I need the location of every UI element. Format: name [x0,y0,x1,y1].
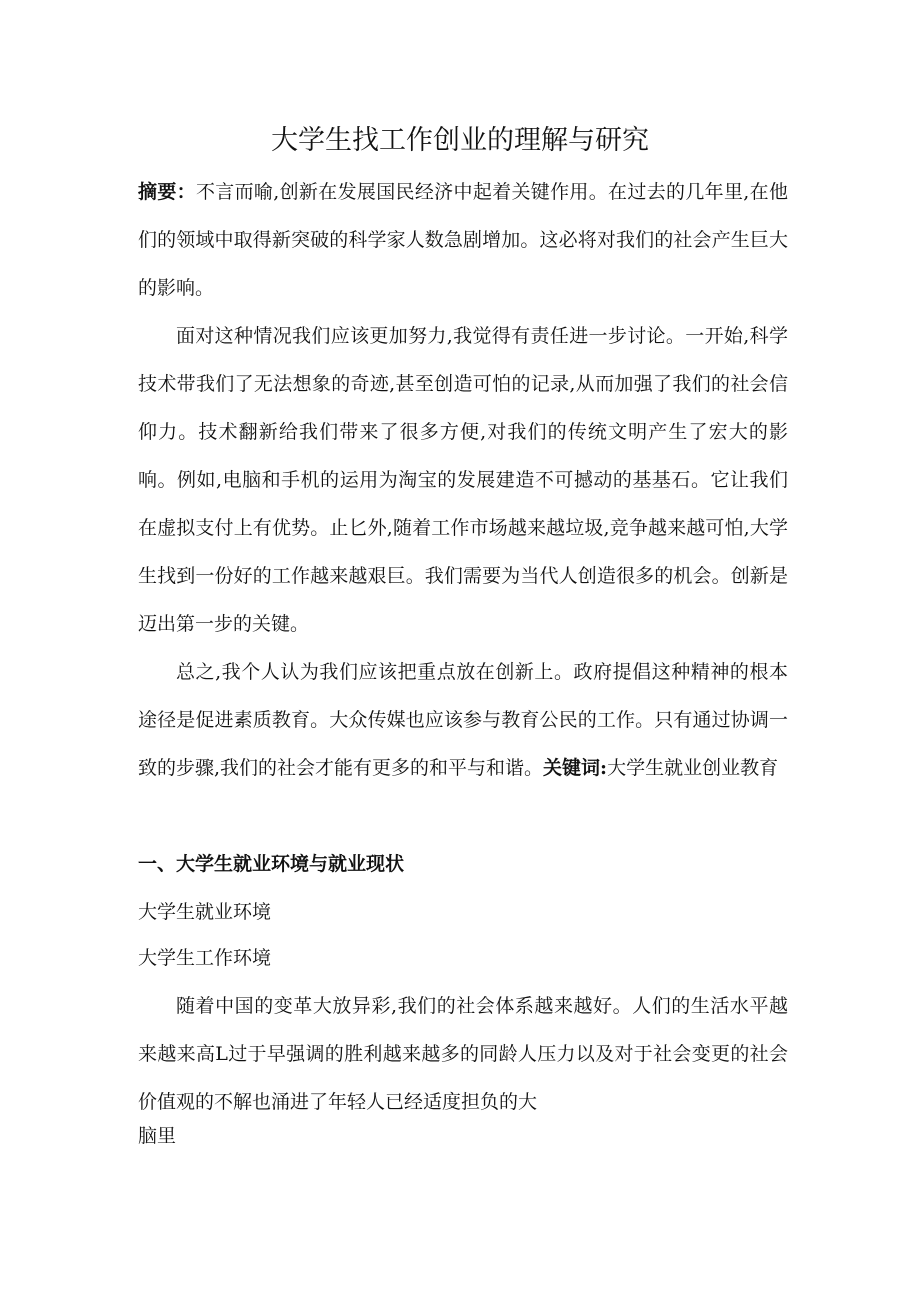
section-heading: 一、大学生就业环境与就业现状 [138,853,405,875]
body-paragraph-1: 面对这种情况我们应该更加努力,我觉得有责任进一步讨论。一开始,科学技术带我们了无法想象的奇迹,甚至创造可怕的记录,从而加强了我们的社会信仰力。技术翻新给我们带来了很多方便,对我们的传统文明产生了宏大的影响。例如,电脑和手机的运用为淘宝的发展建造不可撼动的基基石。它让我们在虚拟支付上有优势。止匕外,随着工作市场越来越垃圾,竞争越来越可怕,大学生找到一份好的工作越来越艰巨。我们需要为当代人创造很多的机会。创新是迈出第一步的关键。 [138,325,788,635]
body-paragraph-3: 随着中国的变革大放异彩,我们的社会体系越来越好。人们的生活水平越来越来高L过于早强调的胜利越来越多的同龄人压力以及对于社会变更的社会价值观的不解也涌进了年轻人已经适度担负的大 [138,995,788,1113]
paragraph-2-text: 总之,我个人认为我们应该把重点放在创新上。政府提倡这种精神的根本途径是促进素质教育。大众传媒也应该参与教育公民的工作。只有通过协调一致的步骤,我们的社会才能有更多的和平与和谐。 [138,661,788,779]
document-title: 大学生找工作创业的理解与研究 [271,125,649,156]
body-paragraph-2 [138,648,788,792]
abstract-text: 不言而喻,创新在发展国民经济中起着关键作用。在过去的几年里,在他们的领域中取得新突破的科学家人数急剧增加。这必将对我们的社会产生巨大的影响。 [138,181,788,299]
keywords-label: 关键词: [543,757,608,779]
body-paragraph-3-tail: 脑里 [138,1125,177,1147]
abstract-paragraph [138,168,788,312]
keywords-text: 大学生就业创业教育 [607,757,779,779]
subheading-employment-environment: 大学生就业环境 [138,901,272,923]
abstract-label: 摘要： [138,181,196,203]
subheading-work-environment: 大学生工作环境 [138,947,272,969]
